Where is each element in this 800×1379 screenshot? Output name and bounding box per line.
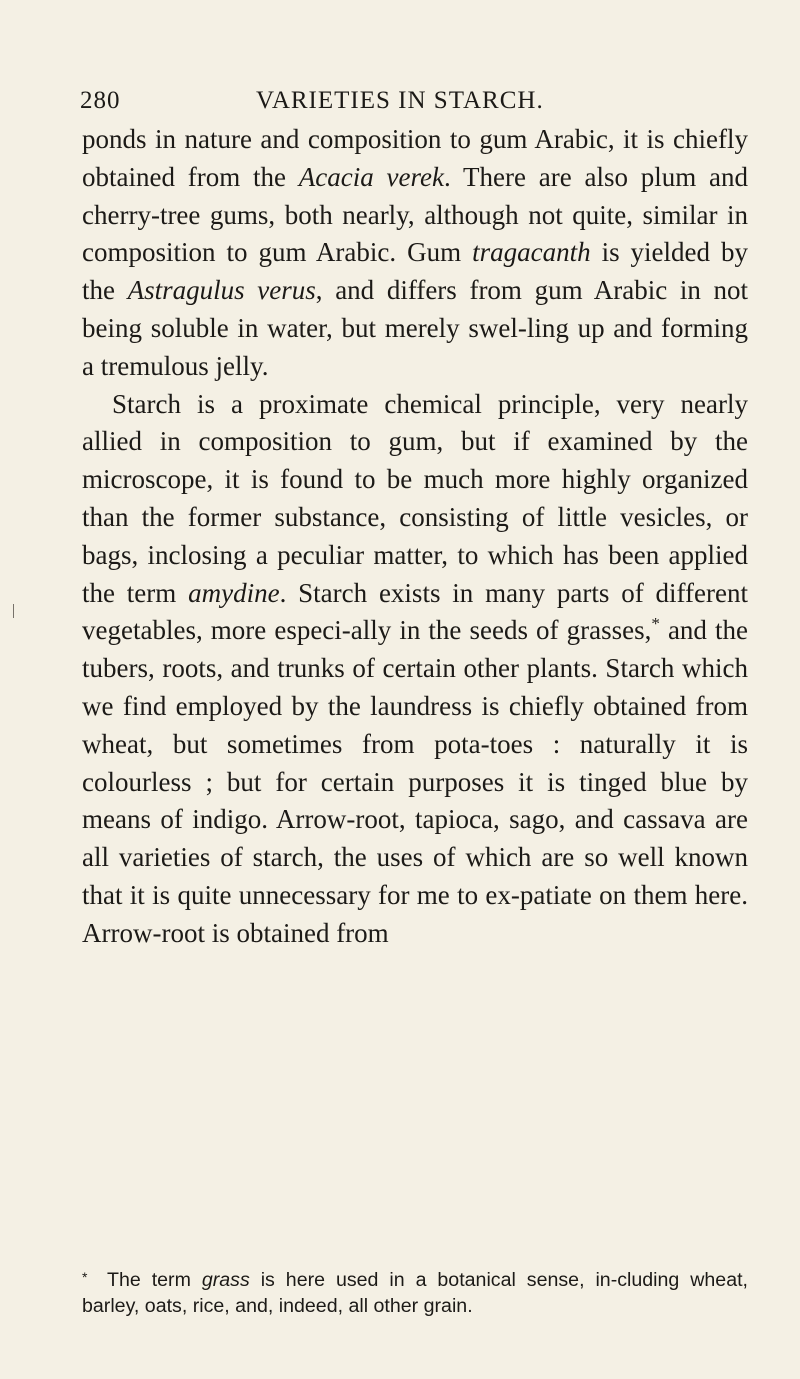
paragraph-2-text-3: and the tubers, roots, and trunks of certain other plants. Starch which we find employed by the laundress is chiefly obtained from wheat, but sometimes from pota-toes : naturally it is colourless ; but for certain purposes it is tinged blue by means of indigo. Arrow-root, tapioca, sago, and cassava are all varieties of starch, the uses of which are so well known that it is quite unnecessary for me to ex-patiate on them here. Arrow-root is obtained from [82,615,748,948]
paragraph-2 [82,386,748,953]
footnote-text-1: The term [107,1269,202,1291]
footnote-marker: * [82,1269,88,1285]
main-text [82,121,748,953]
footnote [82,1264,748,1319]
tragacanth: tragacanth [472,237,591,268]
page-number: 280 [80,87,121,114]
paragraph-2-text-2: . Starch exists in many parts of different vegetables, more especi-ally in the seeds of grasses, [82,577,748,646]
acacia-verek: Acacia verek [298,161,444,192]
paragraph-1-text-1: ponds in nature and composition to gum Arabic, it is chiefly obtained from the [82,124,748,192]
running-title: VARIETIES IN STARCH. [256,87,544,114]
paragraph-1-text-3: is yielded by the [82,237,748,306]
grass: grass [201,1269,250,1291]
footnote-text-2: is here used in a botanical sense, in-cluding wheat, barley, oats, rice, and, indeed, all other grain. [82,1269,748,1317]
amydine: amydine [188,577,280,608]
astragulus-verus: Astragulus verus [127,275,316,306]
footnote-reference: * [651,614,660,634]
paragraph-1-text-4: , and differs from gum Arabic in not being soluble in water, but merely swel-ling up and forming a tremulous jelly. [82,275,748,381]
paragraph-1-text-2: . There are also plum and cherry-tree gums, both nearly, although not quite, similar in composition to gum Arabic. Gum [82,161,749,268]
margin-mark [13,604,14,618]
running-header [80,87,750,117]
paragraph-2-text-1: Starch is a proximate chemical principle, very nearly allied in composition to gum, but if examined by the microscope, it is found to be much more highly organized than the former substance, consisting of little vesicles, or bags, inclosing a peculiar matter, to which has been applied the term [82,388,748,608]
paragraph-1 [82,121,748,386]
